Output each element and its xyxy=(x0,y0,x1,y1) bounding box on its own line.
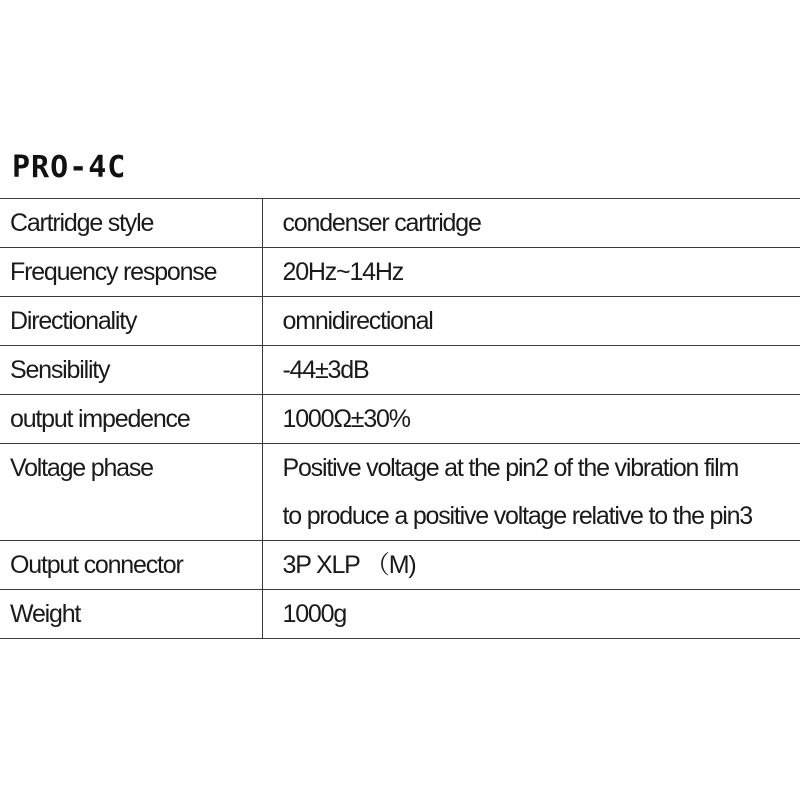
spec-value xyxy=(262,444,800,541)
spec-label: Frequency response xyxy=(0,248,262,297)
spec-value: omnidirectional xyxy=(262,297,800,346)
spec-row-directionality xyxy=(0,297,800,346)
spec-label: Output connector xyxy=(0,541,262,590)
spec-label: Cartridge style xyxy=(0,199,262,248)
spec-value: 1000Ω±30% xyxy=(262,395,800,444)
spec-value-line: to produce a positive voltage relative to the pin3 xyxy=(282,502,753,530)
spec-row-voltage-phase xyxy=(0,444,800,541)
spec-label: Voltage phase xyxy=(0,444,262,541)
spec-label: Directionality xyxy=(0,297,262,346)
spec-row-weight xyxy=(0,590,800,639)
spec-value: 3P XLP （M) xyxy=(262,541,800,590)
spec-value-line: Positive voltage at the pin2 of the vibration film xyxy=(282,454,739,482)
spec-row-output-connector xyxy=(0,541,800,590)
spec-row-sensibility xyxy=(0,346,800,395)
spec-label: output impedence xyxy=(0,395,262,444)
spec-value: 20Hz~14Hz xyxy=(262,248,800,297)
spec-value: condenser cartridge xyxy=(262,199,800,248)
spec-row-output-impedence xyxy=(0,395,800,444)
spec-row-frequency-response xyxy=(0,248,800,297)
spec-label: Sensibility xyxy=(0,346,262,395)
spec-value: -44±3dB xyxy=(262,346,800,395)
spec-table xyxy=(0,198,800,639)
model-title: PRO-4C xyxy=(12,150,127,185)
spec-value: 1000g xyxy=(262,590,800,639)
spec-label: Weight xyxy=(0,590,262,639)
spec-row-cartridge-style xyxy=(0,199,800,248)
